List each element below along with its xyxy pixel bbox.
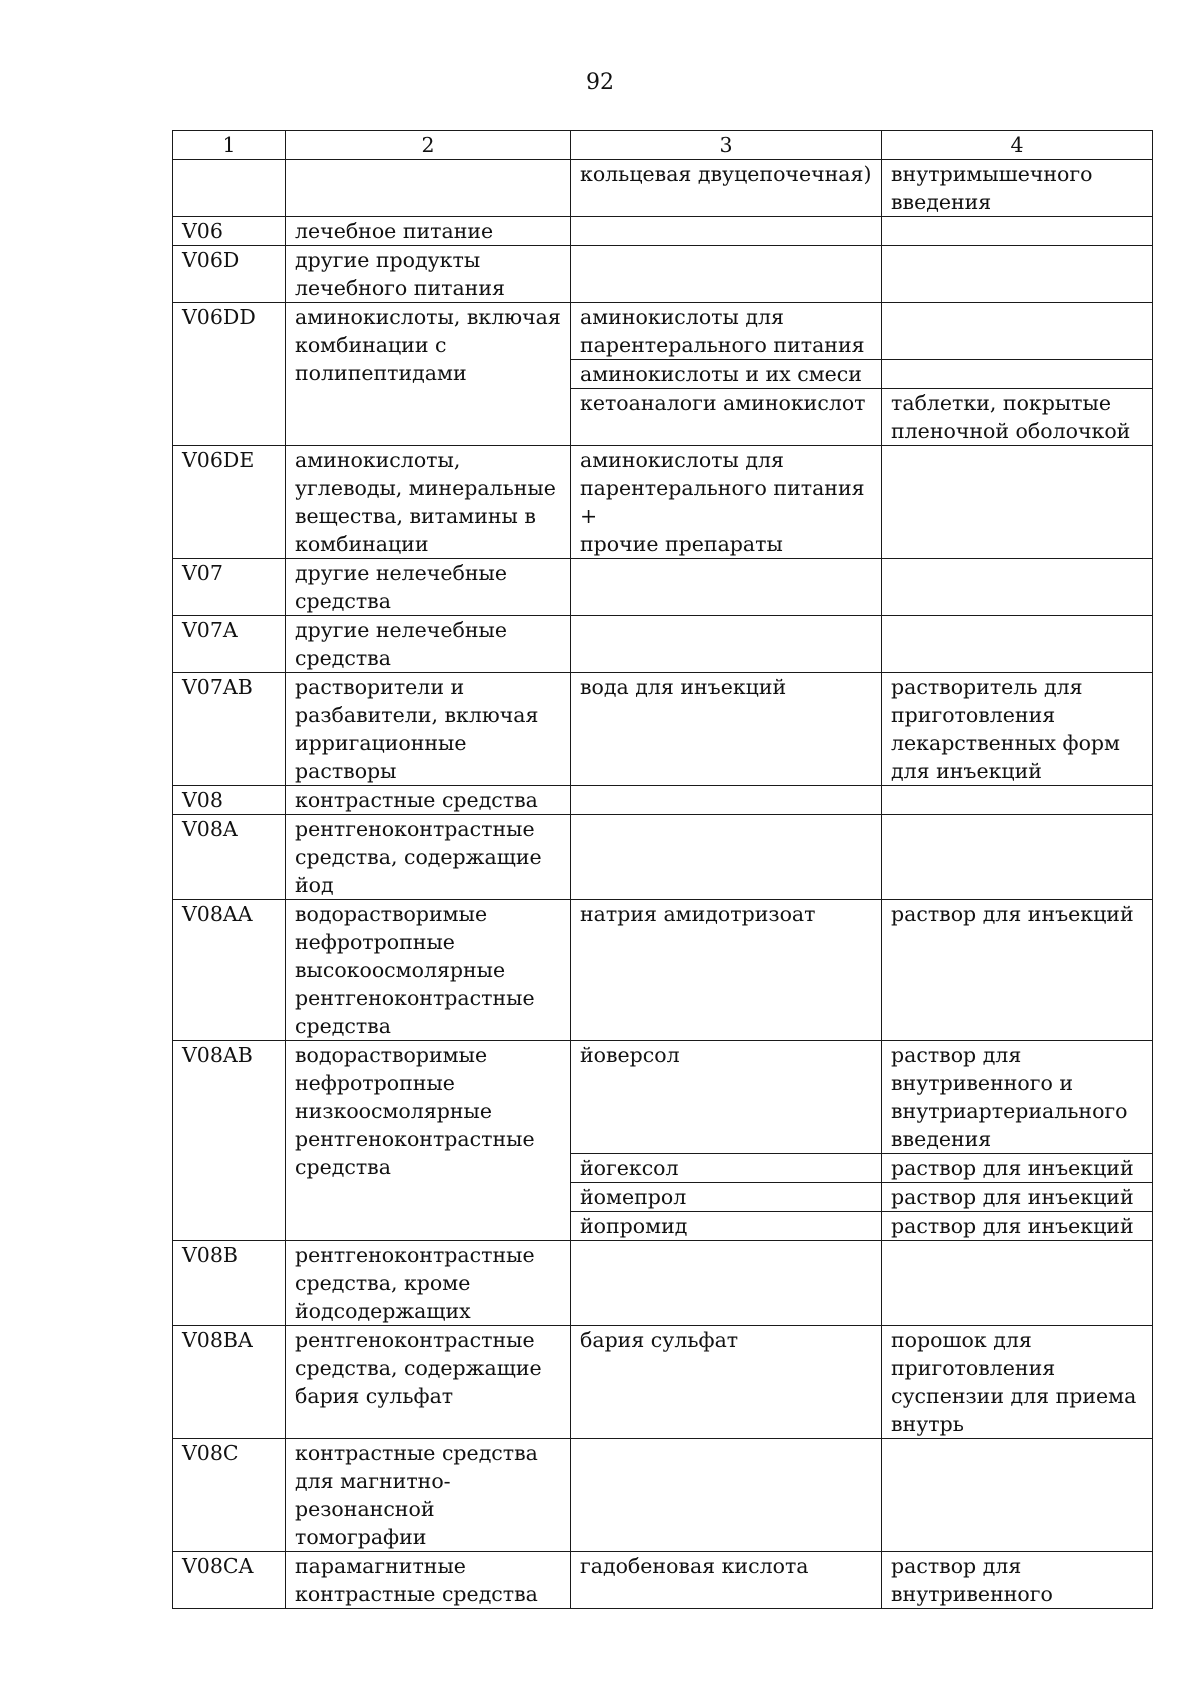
atc-code-cell: [173, 160, 286, 217]
drug-name-cell: гадобеновая кислота: [571, 1552, 882, 1609]
table-row: [173, 673, 1153, 786]
table-header-row: [173, 131, 1153, 160]
table-row: [173, 786, 1153, 815]
group-name-cell: водорастворимые нефротропные низкоосмолярные рентгеноконтрастные средства: [286, 1041, 571, 1241]
dosage-form-cell: порошок для приготовления суспензии для приема внутрь: [882, 1326, 1153, 1439]
table-row: [173, 1326, 1153, 1439]
table-row: [173, 1241, 1153, 1326]
dosage-form-cell: раствор для инъекций: [882, 900, 1153, 1041]
drug-name-cell: вода для инъекций: [571, 673, 882, 786]
dosage-form-cell: внутримышечного введения: [882, 160, 1153, 217]
group-name-cell: лечебное питание: [286, 217, 571, 246]
dosage-form-cell: [882, 815, 1153, 900]
dosage-form-cell: раствор для внутривенного: [882, 1552, 1153, 1609]
dosage-form-cell: [882, 446, 1153, 559]
drug-name-cell: [571, 217, 882, 246]
table-row: [173, 446, 1153, 559]
group-name-cell: аминокислоты, углеводы, минеральные вещества, витамины в комбинации: [286, 446, 571, 559]
dosage-form-cell: раствор для инъекций: [882, 1183, 1153, 1212]
atc-code-cell: V08A: [173, 815, 286, 900]
drug-name-cell: [571, 815, 882, 900]
group-name-cell: другие продукты лечебного питания: [286, 246, 571, 303]
atc-code-cell: V08BA: [173, 1326, 286, 1439]
group-name-cell: рентгеноконтрастные средства, кроме йодсодержащих: [286, 1241, 571, 1326]
dosage-form-cell: [882, 616, 1153, 673]
atc-code-cell: V08AA: [173, 900, 286, 1041]
group-name-cell: аминокислоты, включая комбинации с полипептидами: [286, 303, 571, 446]
group-name-cell: растворители и разбавители, включая ирригационные растворы: [286, 673, 571, 786]
page-number: 92: [586, 70, 614, 95]
drug-name-cell: [571, 246, 882, 303]
atc-code-cell: V07A: [173, 616, 286, 673]
table-row: [173, 815, 1153, 900]
dosage-form-cell: [882, 786, 1153, 815]
table-row: [173, 217, 1153, 246]
group-name-cell: парамагнитные контрастные средства: [286, 1552, 571, 1609]
atc-code-cell: V08CA: [173, 1552, 286, 1609]
dosage-form-cell: [882, 1241, 1153, 1326]
dosage-form-cell: раствор для внутривенного и внутриартериального введения: [882, 1041, 1153, 1154]
table-row: [173, 1552, 1153, 1609]
dosage-form-cell: [882, 360, 1153, 389]
table-row: [173, 616, 1153, 673]
drug-name-cell: [571, 1439, 882, 1552]
group-name-cell: рентгеноконтрастные средства, содержащие йод: [286, 815, 571, 900]
drug-name-cell: йомепрол: [571, 1183, 882, 1212]
dosage-form-cell: раствор для инъекций: [882, 1154, 1153, 1183]
atc-code-cell: V08: [173, 786, 286, 815]
dosage-form-cell: таблетки, покрытые пленочной оболочкой: [882, 389, 1153, 446]
table-row: [173, 900, 1153, 1041]
dosage-form-cell: [882, 246, 1153, 303]
group-name-cell: рентгеноконтрастные средства, содержащие бария сульфат: [286, 1326, 571, 1439]
atc-code-cell: V08B: [173, 1241, 286, 1326]
drug-name-cell: кольцевая двуцепочечная): [571, 160, 882, 217]
dosage-form-cell: раствор для инъекций: [882, 1212, 1153, 1241]
drug-name-cell: [571, 616, 882, 673]
drug-classification-table: [172, 130, 1153, 1609]
table-row: [173, 246, 1153, 303]
drug-name-cell: [571, 1241, 882, 1326]
atc-code-cell: V08C: [173, 1439, 286, 1552]
atc-code-cell: V06: [173, 217, 286, 246]
group-name-cell: водорастворимые нефротропные высокоосмолярные рентгеноконтрастные средства: [286, 900, 571, 1041]
group-name-cell: контрастные средства для магнитно- резонансной томографии: [286, 1439, 571, 1552]
column-header: 2: [286, 131, 571, 160]
dosage-form-cell: [882, 217, 1153, 246]
table-row: [173, 160, 1153, 217]
dosage-form-cell: растворитель для приготовления лекарственных форм для инъекций: [882, 673, 1153, 786]
group-name-cell: контрастные средства: [286, 786, 571, 815]
drug-name-cell: [571, 786, 882, 815]
table-row: [173, 1439, 1153, 1552]
column-header: 1: [173, 131, 286, 160]
group-name-cell: другие нелечебные средства: [286, 559, 571, 616]
drug-name-cell: йоверсол: [571, 1041, 882, 1154]
atc-code-cell: V06DD: [173, 303, 286, 446]
atc-code-cell: V08AB: [173, 1041, 286, 1241]
drug-name-cell: аминокислоты для парентерального питания: [571, 303, 882, 360]
drug-name-cell: кетоаналоги аминокислот: [571, 389, 882, 446]
group-name-cell: другие нелечебные средства: [286, 616, 571, 673]
dosage-form-cell: [882, 303, 1153, 360]
drug-name-cell: йопромид: [571, 1212, 882, 1241]
atc-code-cell: V07AB: [173, 673, 286, 786]
dosage-form-cell: [882, 559, 1153, 616]
column-header: 3: [571, 131, 882, 160]
dosage-form-cell: [882, 1439, 1153, 1552]
drug-name-cell: бария сульфат: [571, 1326, 882, 1439]
group-name-cell: [286, 160, 571, 217]
drug-name-cell: аминокислоты и их смеси: [571, 360, 882, 389]
atc-code-cell: V06D: [173, 246, 286, 303]
drug-name-cell: натрия амидотризоат: [571, 900, 882, 1041]
atc-code-cell: V06DE: [173, 446, 286, 559]
atc-code-cell: V07: [173, 559, 286, 616]
table-row: [173, 303, 1153, 360]
table-row: [173, 1041, 1153, 1154]
table-row: [173, 559, 1153, 616]
column-header: 4: [882, 131, 1153, 160]
drug-name-cell: йогексол: [571, 1154, 882, 1183]
drug-name-cell: [571, 559, 882, 616]
drug-name-cell: аминокислоты для парентерального питания + прочие препараты: [571, 446, 882, 559]
